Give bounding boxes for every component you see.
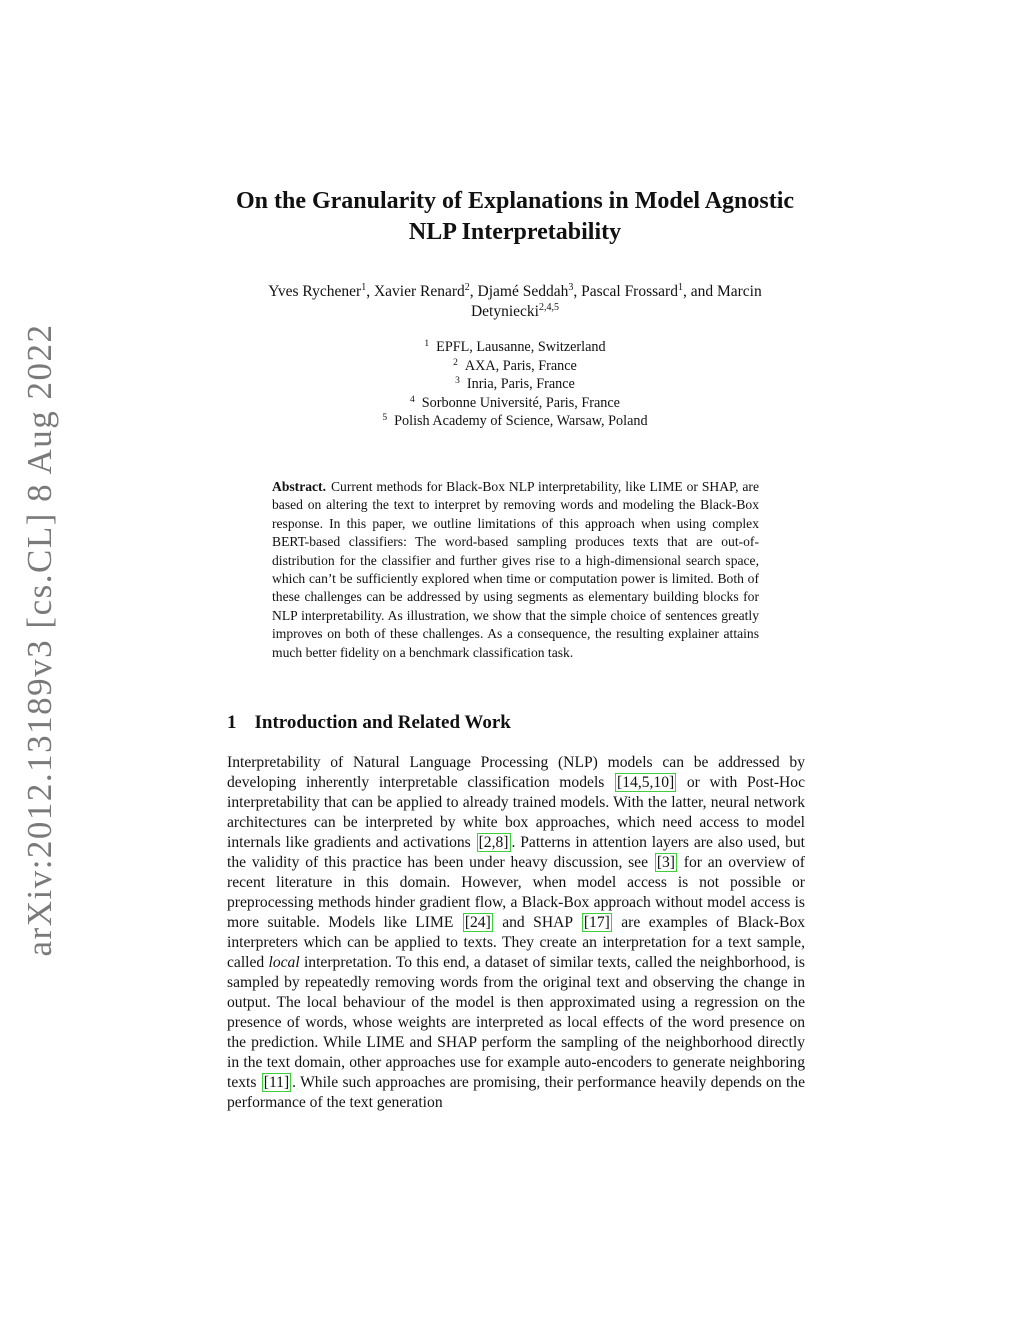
affiliation-number: 3 bbox=[455, 376, 460, 386]
affiliation-number: 1 bbox=[424, 339, 430, 349]
affiliation-number: 2 bbox=[453, 357, 458, 368]
affiliation-list bbox=[300, 338, 730, 431]
affiliation-item bbox=[300, 338, 730, 357]
abstract bbox=[272, 478, 759, 662]
title-line-1: On the Granularity of Explanations in Model Agnostic bbox=[235, 188, 795, 214]
body-text: are examples of Black-Box interpreters which can be applied to texts. They create an interpretation for a text sample, called bbox=[227, 914, 805, 971]
abstract-label: Abstract. bbox=[272, 479, 326, 494]
body-text: Interpretability of Natural Language Processing (NLP) models can be addressed by developing inherently interpretable classification models bbox=[227, 754, 805, 791]
affiliation-item bbox=[300, 375, 730, 394]
introduction-paragraph bbox=[227, 753, 805, 1113]
citation-link[interactable]: [17] bbox=[583, 914, 610, 931]
author-list: Yves Rychener$^1$, Xavier Renard$^2$, Djamé Seddah$^3$, Pascal Frossard$^1$, and Marcin Detyniecki$^{2,4,5}$ bbox=[268, 282, 762, 320]
section-heading bbox=[227, 712, 511, 734]
citation-link[interactable]: [11] bbox=[263, 1074, 290, 1091]
title-line-2: NLP Interpretability bbox=[408, 219, 622, 245]
abstract-text: Current methods for Black-Box NLP interpretability, like LIME or SHAP, are based on altering the text to interpret by removing words and modeling the Black-Box response. In this paper, we outline limitations of this approach when using complex BERT-based classifiers: The word-based sampling produces texts that are out-of-distribution for the classifier and further gives rise to a high-dimensional search space, which can’t be sufficiently explored when time or computation power is limited. Both of these challenges can be addressed by using segments as elementary building blocks for NLP interpretability. As illustration, we show that the simple choice of sentences greatly improves on both of these challenges. As a consequence, the resulting explainer attains much better fidelity on a benchmark classification task. bbox=[272, 479, 759, 660]
affiliation-item bbox=[300, 357, 730, 376]
author-name: Xavier Renard bbox=[373, 283, 465, 300]
affiliation-text: AXA, Paris, France bbox=[464, 357, 577, 374]
affiliation-item bbox=[300, 412, 730, 431]
author-name: Detyniecki bbox=[470, 303, 539, 320]
author-affiliation-mark: 1 bbox=[361, 282, 367, 293]
body-text: or with Post-Hoc interpretability that can be applied to already trained models. With the latter, neural network architectures can be interpreted by white box approaches, which need access to model internals like gradients and activations bbox=[227, 774, 806, 851]
section-number: 1 bbox=[227, 712, 237, 733]
arxiv-identifier-stamp: arXiv:2012.13189v3 [cs.CL] 8 Aug 2022 bbox=[20, 323, 59, 957]
body-text: . While such approaches are promising, their performance heavily depends on the performance of the text generation bbox=[227, 1074, 805, 1111]
citation-link[interactable]: [24] bbox=[464, 914, 491, 931]
author-affiliation-mark: 1 bbox=[677, 282, 683, 293]
author-name: Djamé Seddah bbox=[477, 283, 569, 300]
citation-link[interactable]: [3] bbox=[656, 854, 675, 871]
affiliation-text: Polish Academy of Science, Warsaw, Poland bbox=[394, 413, 648, 429]
author-name: Yves Rychener bbox=[268, 283, 362, 300]
author-conjunction: , and Marcin bbox=[682, 283, 762, 300]
body-text: for an overview of recent literature in this domain. However, when model access is not possible or preprocessing methods hinder gradient flow, a Black-Box approach without model access is more suitable. Models like LIME bbox=[227, 854, 805, 931]
body-text: and SHAP bbox=[493, 914, 581, 931]
citation-link[interactable]: [14,5,10] bbox=[617, 774, 675, 791]
affiliation-number: 5 bbox=[382, 413, 388, 423]
author-affiliation-mark: 3 bbox=[568, 282, 574, 293]
citation-link[interactable]: [2,8] bbox=[478, 834, 509, 851]
body-text: . Patterns in attention layers are also used, but the validity of this practice has been under heavy discussion, see bbox=[227, 834, 805, 871]
section-title: Introduction and Related Work bbox=[254, 712, 511, 733]
affiliation-text: Sorbonne Université, Paris, France bbox=[421, 394, 620, 411]
affiliation-text: EPFL, Lausanne, Switzerland bbox=[436, 339, 606, 355]
affiliation-text: Inria, Paris, France bbox=[466, 376, 575, 392]
affiliation-number: 4 bbox=[410, 394, 415, 405]
affiliation-item bbox=[300, 394, 730, 413]
emphasized-term: local bbox=[268, 954, 300, 971]
author-affiliation-mark: 2,4,5 bbox=[539, 302, 559, 313]
body-text: interpretation. To this end, a dataset of similar texts, called the neighborhood, is sampled by repeatedly removing words from the original text and observing the change in output. The local behaviour of the model is then approximated using a regression on the presence of words, whose weights are interpreted as local effects of the word presence on the prediction. While LIME and SHAP perform the sampling of the neighborhood directly in the text domain, other approaches use for example auto-encoders to generate neighboring texts bbox=[227, 954, 806, 1091]
author-affiliation-mark: 2 bbox=[464, 282, 470, 293]
paper-title bbox=[200, 186, 830, 248]
author-name: Pascal Frossard bbox=[581, 283, 678, 300]
